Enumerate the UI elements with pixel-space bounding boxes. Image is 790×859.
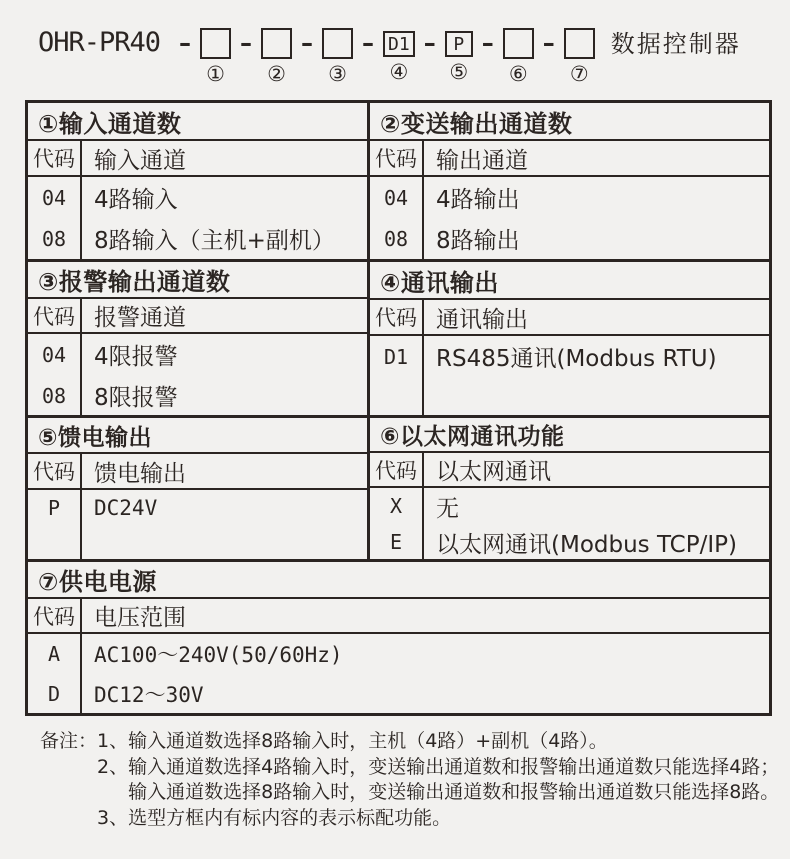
code-separator: – [240, 29, 253, 57]
option-slot-5 [445, 24, 473, 84]
code-header-cell: 代码 [370, 453, 424, 486]
option-slot-4 [383, 24, 415, 84]
row-label: RS485通讯(Modbus RTU) [436, 346, 717, 372]
row-code: A [47, 642, 61, 666]
option-slot-7 [564, 24, 595, 86]
code-header-cell: 代码 [370, 300, 424, 334]
row-code: 04 [41, 342, 67, 367]
row-label: 8路输入（主机+副机） [94, 228, 335, 254]
section-subheader [370, 141, 769, 177]
option-box-3 [322, 28, 353, 59]
remark-number: 2、 [97, 755, 129, 778]
row-label: 以太网通讯(Modbus TCP/IP) [436, 531, 737, 558]
row-code: X [389, 494, 403, 518]
row-label: 8路输出 [436, 228, 520, 254]
remark-item-1 [97, 729, 779, 755]
section-subheader [28, 454, 367, 490]
remark-text [128, 729, 608, 755]
remark-line: 输入通道数选择8路输入时，变送输出通道数和报警输出通道数只能选择8路。 [128, 781, 780, 803]
row-code: 08 [383, 226, 409, 251]
row-code: 08 [41, 226, 67, 251]
label-header-cell: 馈电输出 [94, 460, 186, 487]
section-input-channels [28, 103, 367, 259]
option-index-5: ⑤ [449, 60, 469, 84]
row-label: DC12～30V [94, 683, 204, 707]
option-box-6 [503, 28, 534, 59]
section-title: ③报警输出通道数 [28, 262, 367, 299]
code-separator: – [542, 29, 555, 57]
section-ethernet-function [370, 415, 769, 559]
code-separator: – [481, 29, 494, 57]
section-subheader [28, 299, 367, 334]
label-column [424, 488, 769, 560]
remark-line: 选型方框内有标内容的表示标配功能。 [128, 806, 452, 829]
label-header-cell: 以太网通讯 [436, 459, 551, 485]
table-left-column [28, 103, 370, 559]
section-subheader [370, 453, 769, 488]
option-index-2: ② [267, 62, 286, 86]
code-column [28, 634, 82, 714]
selection-table [25, 100, 772, 716]
remark-line: 输入通道数选择4路输入时，变送输出通道数和报警输出通道数只能选择4路； [128, 755, 780, 778]
row-label: 4路输入 [94, 187, 178, 213]
option-box-5: P [445, 31, 473, 57]
option-slot-3 [322, 24, 353, 86]
product-name: 数据控制器 [610, 30, 741, 58]
remarks [25, 729, 780, 831]
section-alarm-channels [28, 259, 367, 415]
section-title: ⑥以太网通讯功能 [370, 418, 769, 453]
section-title: ⑤馈电输出 [28, 418, 367, 454]
label-header-cell: 电压范围 [94, 605, 186, 631]
section-feed-power-output [28, 415, 367, 559]
option-index-7: ⑦ [569, 62, 589, 86]
row-label: 8限报警 [94, 385, 178, 411]
section-title: ②变送输出通道数 [370, 103, 769, 141]
row-label: 4限报警 [94, 344, 178, 370]
label-header-cell: 输入通道 [94, 147, 186, 174]
remark-number: 3、 [97, 806, 129, 829]
section-communication-output [370, 259, 769, 415]
code-separator: – [362, 29, 375, 57]
option-index-1: ① [206, 62, 225, 86]
table-right-column [370, 103, 769, 559]
row-code: E [389, 530, 403, 554]
remark-item-3 [97, 806, 779, 832]
option-box-1 [200, 28, 231, 59]
label-header-cell: 通讯输出 [436, 306, 528, 333]
label-column [82, 334, 367, 416]
section-subheader [28, 599, 769, 634]
ordering-code-line [25, 24, 772, 94]
option-slot-1 [200, 24, 231, 86]
code-column [28, 177, 82, 259]
section-transmit-output-channels [370, 103, 769, 259]
section-body [28, 634, 769, 714]
code-header-cell: 代码 [370, 141, 424, 175]
code-column [370, 177, 424, 259]
row-code: D1 [383, 344, 409, 369]
remark-number: 1、 [97, 730, 129, 752]
section-power-supply [28, 559, 769, 713]
remark-text [128, 806, 451, 832]
section-subheader [370, 300, 769, 336]
section-body [28, 334, 367, 416]
section-body [370, 336, 769, 415]
row-code: D [47, 682, 61, 706]
code-separator: – [179, 29, 192, 57]
option-slot-2 [261, 24, 292, 86]
code-column [28, 490, 82, 559]
code-separator: – [301, 29, 314, 57]
remark-item-2 [97, 755, 779, 806]
section-title: ⑦供电电源 [28, 562, 769, 599]
row-label: 4路输出 [436, 187, 520, 213]
code-header-cell: 代码 [28, 299, 82, 332]
remarks-label: 备注： [40, 730, 98, 752]
code-column [370, 336, 424, 415]
section-title: ①输入通道数 [28, 103, 367, 141]
remark-text [128, 755, 779, 806]
label-column [82, 177, 367, 259]
remarks-list [97, 729, 779, 831]
option-index-4: ④ [389, 60, 409, 84]
option-index-3: ③ [328, 62, 347, 86]
code-column [28, 334, 82, 416]
label-column [424, 336, 769, 415]
row-label: AC100～240V(50/60Hz) [94, 643, 343, 667]
product-model: OHR-PR40 [38, 27, 161, 58]
row-code: P [47, 496, 61, 520]
label-column [82, 634, 769, 714]
option-box-2 [261, 28, 292, 59]
label-column [424, 177, 769, 259]
option-slot-6 [503, 24, 534, 86]
section-body [28, 177, 367, 259]
section-body [370, 177, 769, 259]
label-column [82, 490, 367, 559]
code-header-cell: 代码 [28, 454, 82, 488]
code-header-cell: 代码 [28, 599, 82, 632]
section-body [370, 488, 769, 560]
row-code: 04 [41, 185, 67, 210]
code-column [370, 488, 424, 560]
code-header-cell: 代码 [28, 141, 82, 175]
remark-line: 输入通道数选择8路输入时，主机（4路）+副机（4路）。 [128, 730, 608, 752]
row-label: 无 [436, 495, 459, 522]
label-header-cell: 输出通道 [436, 147, 528, 174]
option-index-6: ⑥ [508, 62, 528, 86]
row-label: DC24V [94, 496, 158, 520]
section-body [28, 490, 367, 559]
row-code: 04 [383, 185, 409, 210]
section-title: ④通讯输出 [370, 262, 769, 300]
option-box-4: D1 [383, 31, 415, 57]
section-subheader [28, 141, 367, 177]
code-separator: – [423, 29, 436, 57]
option-box-7 [564, 28, 595, 59]
row-code: 08 [41, 383, 67, 408]
label-header-cell: 报警通道 [94, 305, 186, 331]
table-upper [28, 103, 769, 559]
